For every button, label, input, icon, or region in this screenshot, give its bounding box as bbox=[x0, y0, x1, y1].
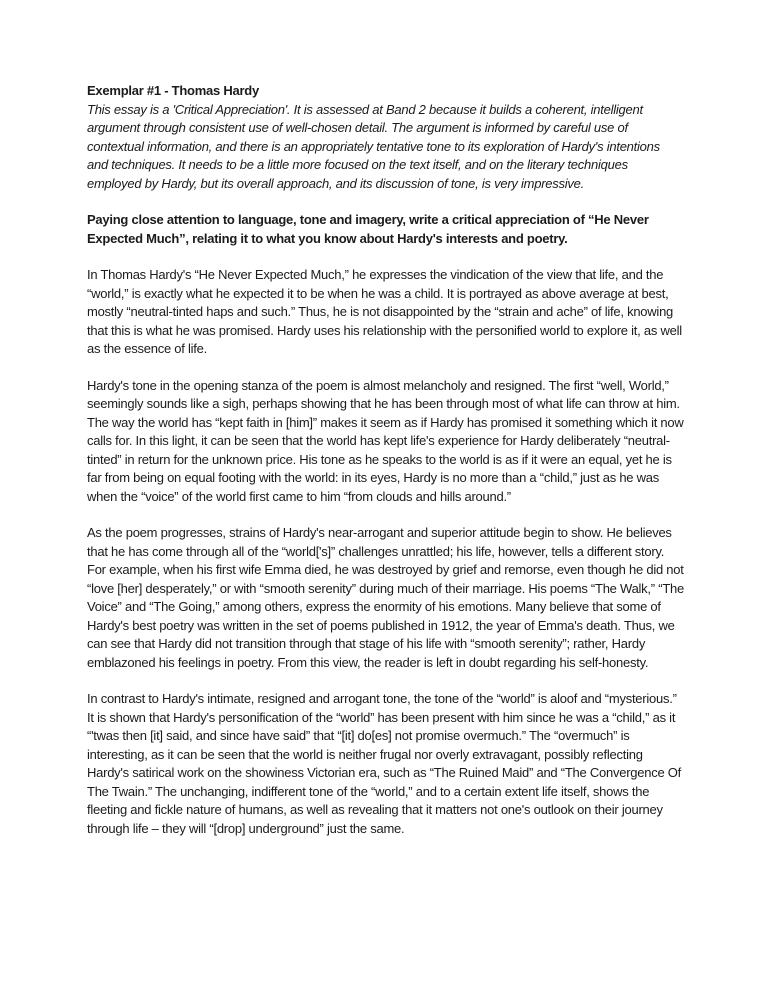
document-title: Exemplar #1 - Thomas Hardy bbox=[87, 83, 259, 98]
essay-prompt: Paying close attention to language, tone and imagery, write a critical appreciation of “He Never Expected Much”, relating it to what you know about Hardy's interests and poetry. bbox=[87, 212, 649, 246]
essay-content bbox=[87, 82, 684, 838]
essay-paragraph: As the poem progresses, strains of Hardy's near-arrogant and superior attitude begin to show. He believes that he has come through all of the “world['s]” challenges unrattled; his life, however, tells a different story. For example, when his first wife Emma died, he was destroyed by grief and remorse, even though he did not “love [her] desperately,” or with “smooth serenity” during much of their marriage. His poems “The Walk,” “The Voice” and “The Going,” among others, express the enormity of his emotions. Many believe that some of Hardy's best poetry was written in the set of poems published in 1912, the year of Emma's death. Thus, we can see that Hardy did not transition through that stage of his life with “smooth serenity”; rather, Hardy emblazoned his feelings in poetry. From this view, the reader is left in doubt regarding his self-honesty. bbox=[87, 525, 684, 670]
essay-paragraph: In contrast to Hardy's intimate, resigned and arrogant tone, the tone of the “world” is aloof and “mysterious.” It is shown that Hardy's personification of the “world” has been present with him since he was a “child,” as it “'twas then [it] said, and since have said” that “[it] do[es] not promise overmuch.” The “overmuch” is interesting, as it can be seen that the world is neither frugal nor overly extravagant, possibly reflecting Hardy's satirical work on the showiness Victorian era, such as “The Ruined Maid” and “The Convergence Of The Twain.” The unchanging, indifferent tone of the “world,” and to a certain extent life itself, shows the fleeting and fickle nature of humans, as well as revealing that it matters not one's outlook on their journey through life – they will “[drop] underground” just the same. bbox=[87, 691, 682, 836]
assessment-note: This essay is a 'Critical Appreciation'. It is assessed at Band 2 because it builds a coherent, intelligent argument through consistent use of well-chosen detail. The argument is informed by careful use of contextual information, and there is an appropriately tentative tone to its exploration of Hardy's intentions and techniques. It needs to be a little more focused on the text itself, and on the literary techniques employed by Hardy, but its overall approach, and its discussion of tone, is very impressive. bbox=[87, 101, 660, 191]
essay-paragraph: In Thomas Hardy's “He Never Expected Much,” he expresses the vindication of the view that life, and the “world,” is exactly what he expected it to be when he was a child. It is portrayed as above average at best, mostly “neutral-tinted haps and such.” Thus, he is not disappointed by the “strain and ache” of life, knowing that this is what he was promised. Hardy uses his relationship with the personified world to explore it, as well as the essence of life. bbox=[87, 267, 682, 356]
essay-paragraph: Hardy's tone in the opening stanza of the poem is almost melancholy and resigned. The first “well, World,” seemingly sounds like a sigh, perhaps showing that he has been through most of what life can throw at him. The way the world has “kept faith in [him]” makes it seem as if Hardy has promised it something which it now calls for. In this light, it can be seen that the world has kept life's experience for Hardy deliberately “neutral-tinted” in return for the unknown price. His tone as he speaks to the world is as if it were an equal, yet he is far from being on equal footing with the world: in its eyes, Hardy is no more than a “child,” just as he was when the “voice” of the world first came to him “from clouds and hills around.” bbox=[87, 377, 684, 504]
